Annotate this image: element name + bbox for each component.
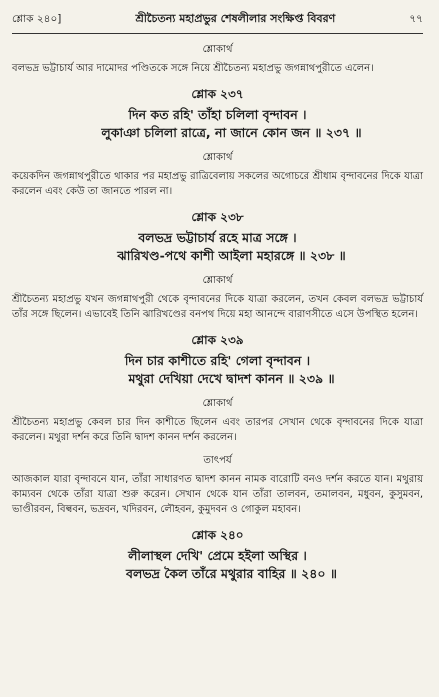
translation-paragraph: শ্রীচৈতন্য মহাপ্রভু কেবল চার দিন কাশীতে ছিলেন এবং তারপর সেখান থেকে বৃন্দাবনের দিকে যাত্রা করলেন। মথুরা দর্শন করে তিনি দ্বাদশ কানন দর্শন করলেন। bbox=[12, 417, 423, 443]
verse-line: বলভদ্র ভট্টাচার্য রহে মাত্র সঙ্গে । bbox=[138, 230, 297, 245]
verse-number: শ্লোক ২৩৮ bbox=[191, 210, 244, 224]
verse-line: মথুরা দেখিয়া দেখে দ্বাদশ কানন ॥ ২৩৯ ॥ bbox=[128, 371, 335, 386]
section-label: শ্লোকার্থ bbox=[202, 275, 233, 286]
verse-line: দিন চার কাশীতে রহি' গেলা বৃন্দাবন । bbox=[124, 353, 311, 368]
purport-label: তাৎপর্য bbox=[203, 455, 232, 466]
header-title: শ্রীচৈতন্য মহাপ্রভুর শেষলীলার সংক্ষিপ্ত বিবরণ bbox=[135, 12, 336, 25]
verse-text bbox=[12, 106, 423, 142]
verse-number: শ্লোক ২৪০ bbox=[191, 528, 244, 542]
verse-text bbox=[12, 229, 423, 265]
page-number: ৭৭ bbox=[409, 13, 423, 25]
verse-line: বলভদ্র কৈল তাঁরে মথুরার বাহির ॥ ২৪০ ॥ bbox=[126, 566, 337, 581]
header-verse-ref: শ্লোক ২৪০] bbox=[12, 13, 62, 25]
purport-paragraph: আজকাল যারা বৃন্দাবনে যান, তাঁরা সাধারণত দ্বাদশ কানন নামক বারোটি বনও দর্শন করতে যান। মথুরায় কাম্যবন থেকে তাঁরা যাত্রা শুরু করেন। সেখান থেকে যান তাঁরা তালবন, তমালবন, মধুবন, কুসুমবন, ভাণ্ডীরবন, বিল্ববন, ভদ্রবন, খদিরবন, লৌহবন, কুমুদবন ও গোকুল মহাবন। bbox=[12, 474, 423, 515]
verse-text bbox=[12, 352, 423, 388]
verse-line: ঝারিখণ্ড-পথে কাশী আইলা মহারঙ্গে ॥ ২৩৮ ॥ bbox=[117, 248, 346, 263]
translation-paragraph: বলভদ্র ভট্টাচার্য আর দামোদর পণ্ডিতকে সঙ্গে নিয়ে শ্রীচৈতন্য মহাপ্রভু জগন্নাথপুরীতে এলেন। bbox=[12, 63, 374, 74]
verse-line: লীলাস্থল দেখি' প্রেমে হইলা অস্থির । bbox=[128, 548, 307, 563]
page-header bbox=[12, 10, 423, 34]
verse-number: শ্লোক ২৩৯ bbox=[191, 333, 244, 347]
verse-line: লুকাঞা চলিলা রাত্রে, না জানে কোন জন ॥ ২৩৭ ॥ bbox=[101, 125, 362, 140]
verse-number: শ্লোক ২৩৭ bbox=[191, 87, 244, 101]
section-label: শ্লোকার্থ bbox=[202, 398, 233, 409]
translation-paragraph: কয়েকদিন জগন্নাথপুরীতে থাকার পর মহাপ্রভু রাত্রিবেলায় সকলের অগোচরে শ্রীধাম বৃন্দাবনের দিকে যাত্রা করলেন এবং কেউ তা জানতে পারল না। bbox=[12, 171, 423, 197]
translation-paragraph: শ্রীচৈতন্য মহাপ্রভু যখন জগন্নাথপুরী থেকে বৃন্দাবনের দিকে যাত্রা করলেন, তখন কেবল বলভদ্র ভট্টাচার্য তাঁর সঙ্গে ছিলেন। এভাবেই তিনি ঝারিখণ্ডের বনপথ দিয়ে মহা আনন্দে বারাণসীতে এসে উপস্থিত হলেন। bbox=[12, 294, 423, 320]
verse-text bbox=[12, 547, 423, 583]
verse-line: দিন কত রহি' তাঁহা চলিলা বৃন্দাবন । bbox=[128, 107, 307, 122]
section-label: শ্লোকার্থ bbox=[202, 44, 233, 55]
section-label: শ্লোকার্থ bbox=[202, 152, 233, 163]
